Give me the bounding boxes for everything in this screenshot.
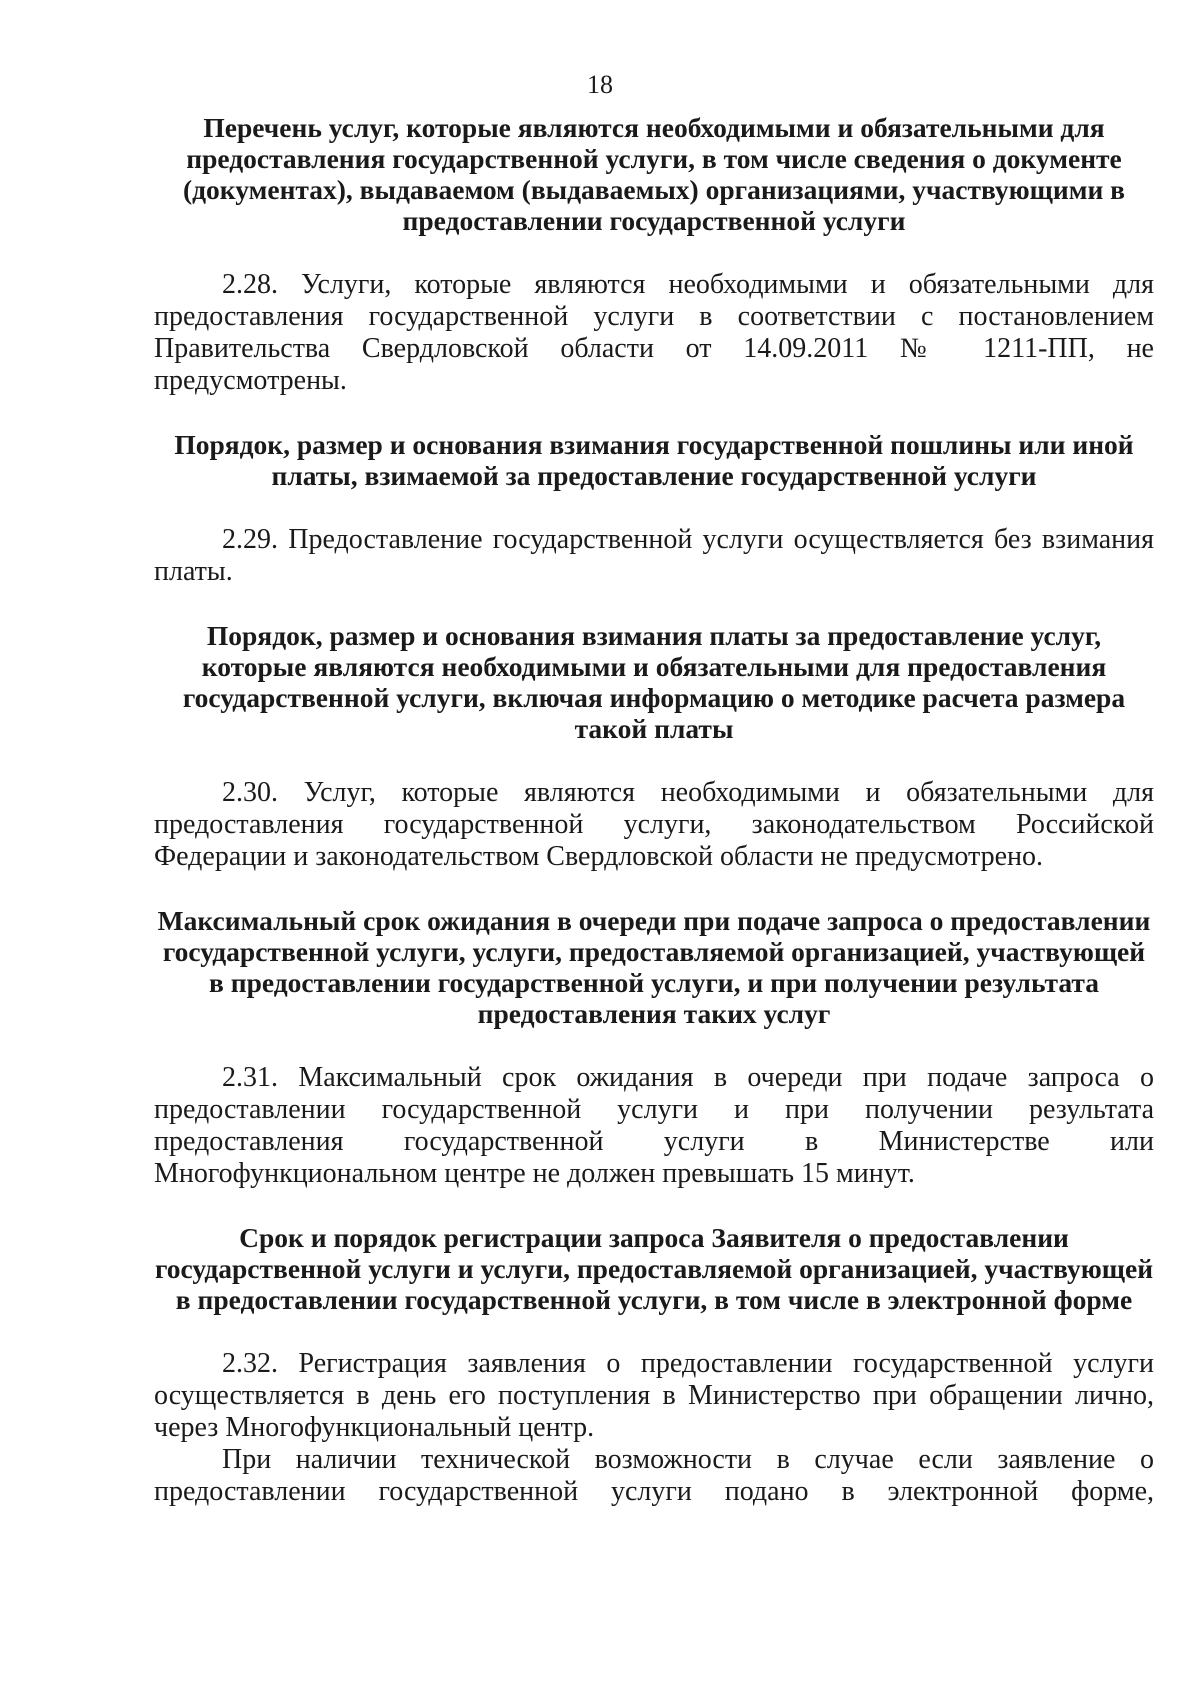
paragraph-2-30: 2.30. Услуг, которые являются необходимыми и обязательными для предоставления государственной услуги, законодательством Российской Федерации и законодательством Свердловской области не предусмотрено. [154,777,1154,872]
paragraph-continuation: При наличии технической возможности в случае если заявление о предоставлении государственной услуги подано в электронной форме, [154,1444,1154,1507]
section-heading: Порядок, размер и основания взимания государственной пошлины или иной платы, взимаемой за предоставление государственной услуги [174,429,1134,491]
paragraph-2-28: 2.28. Услуги, которые являются необходимыми и обязательными для предоставления государственной услуги в соответствии с постановлением Правительства Свердловской области от 14.09.2011 № 1211-ПП, не предусмотрены. [154,269,1154,396]
section-heading: Максимальный срок ожидания в очереди при подаче запроса о предоставлении государственной услуги, услуги, предоставляемой организацией, участвующей в предоставлении государственной услуги, и при получении результата предоставления таких услуг [157,905,1151,1029]
paragraph-2-32: 2.32. Регистрация заявления о предоставлении государственной услуги осуществляется в день его поступления в Министерство при обращении лично, через Многофункциональный центр. [154,1348,1154,1443]
page-number: 18 [587,70,613,99]
section-heading: Срок и порядок регистрации запроса Заявителя о предоставлении государственной услуги и услуги, предоставляемой организацией, участвующей в предоставлении государственной услуги, в том числе в электронной форме [154,1222,1154,1315]
document-body [154,112,1154,1508]
section-heading: Перечень услуг, которые являются необходимыми и обязательными для предоставления государственной услуги, в том числе сведения о документе (документах), выдаваемом (выдаваемых) организациями, участвующими в предоставлении государственной услуги [182,112,1126,236]
section-heading: Порядок, размер и основания взимания платы за предоставление услуг, которые являются необходимыми и обязательными для предоставления государственной услуги, включая информацию о методике расчета размера такой платы [182,620,1126,744]
paragraph-2-31: 2.31. Максимальный срок ожидания в очереди при подаче запроса о предоставлении государственной услуги и при получении результата предоставления государственной услуги в Министерстве или Многофункциональном центре не должен превышать 15 минут. [154,1062,1154,1189]
paragraph-2-29: 2.29. Предоставление государственной услуги осуществляется без взимания платы. [154,524,1154,587]
